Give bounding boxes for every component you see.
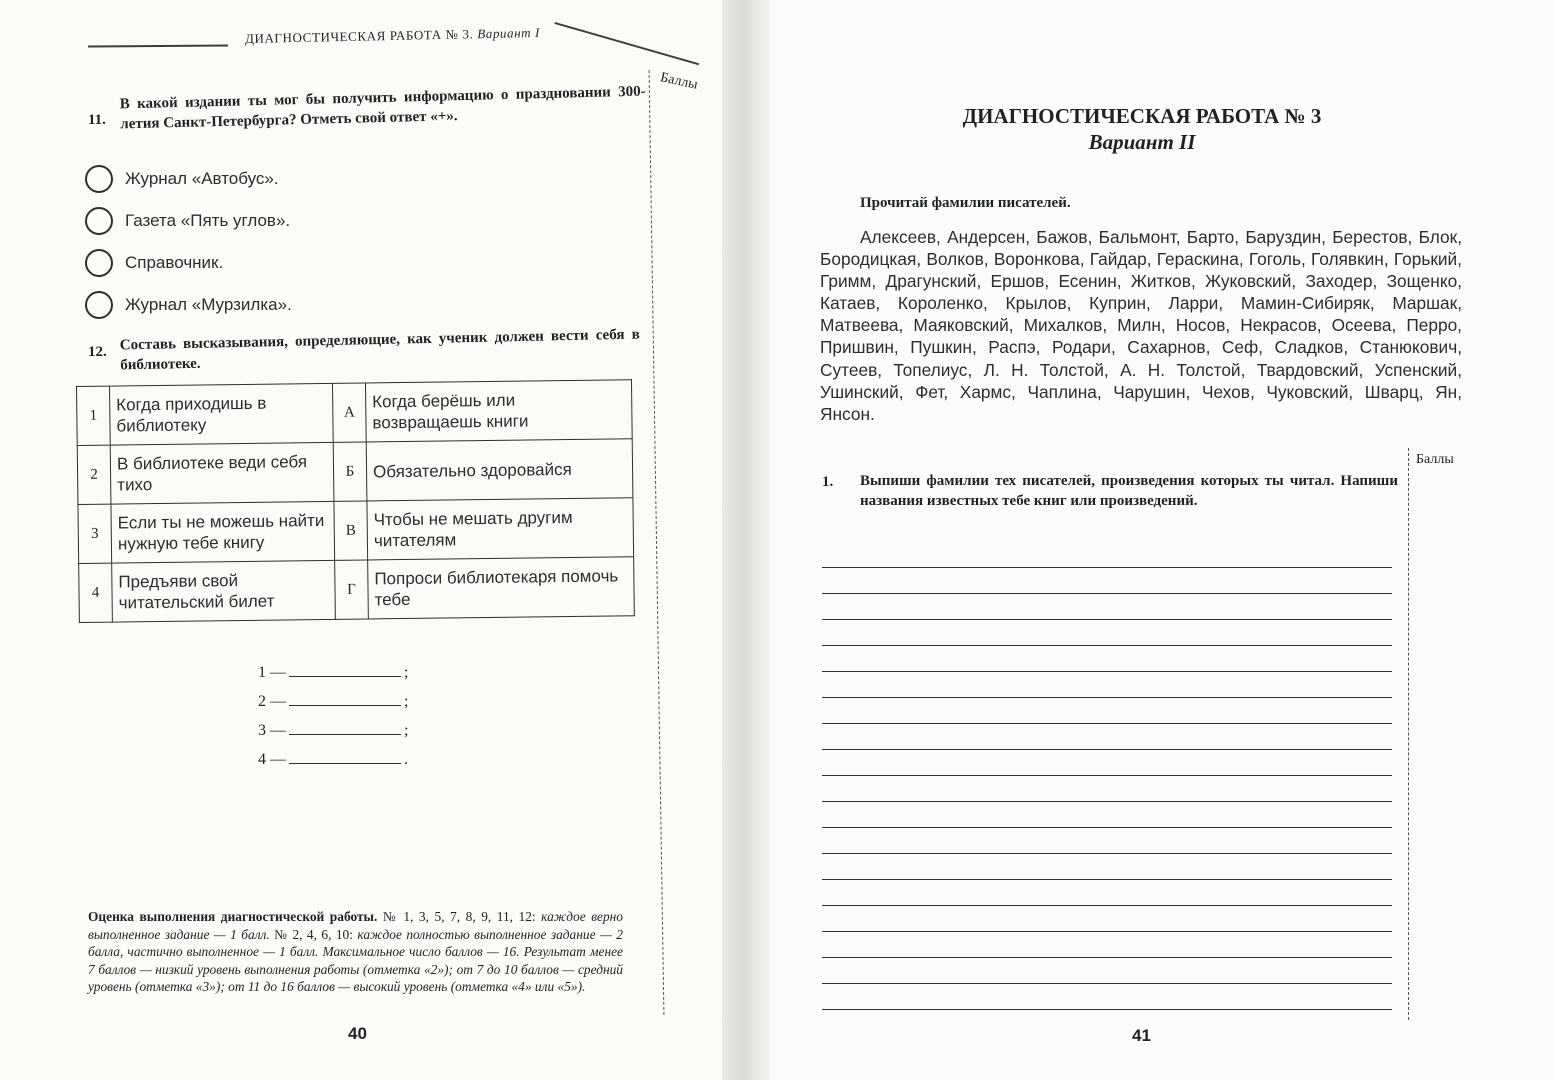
answer-line[interactable] [822, 931, 1392, 932]
row-number: 3 [78, 504, 112, 563]
score-label-right: Баллы [1416, 452, 1454, 467]
row-number: 4 [79, 563, 113, 622]
row-letter: А [332, 383, 366, 442]
writers-list: Алексеев, Андерсен, Бажов, Бальмонт, Барто, Баруздин, Берестов, Блок, Бородицкая, Волков, Воронкова, Гайдар, Гераскина, Гоголь, Голявкин, Горький, Гримм, Драгунский, Ершов, Есенин, Житков, Жуковский, Заходер, Зощенко, Катаев, Короленко, Крылов, Куприн, Ларри, Мамин-Сибиряк, Маршак, Матвеева, Маяковский, Михалков, Милн, Носов, Некрасов, Осеева, Перро, Пришвин, Пушкин, Распэ, Родари, Сахарнов, Сеф, Сладков, Станюкович, Сутеев, Топелиус, Л. Н. Толстой, А. Н. Толстой, Твардовский, Успенский, Ушинский, Фет, Хармс, Чаплина, Чарушин, Чехов, Чуковский, Шварц, Ян, Янсон. [820, 227, 1462, 424]
answer-end: ; [404, 664, 409, 681]
answer-line[interactable] [822, 645, 1392, 646]
table-row [79, 557, 635, 623]
answer-line[interactable] [822, 749, 1392, 750]
table-row [78, 498, 634, 564]
answer-end: ; [404, 693, 409, 710]
page-title: ДИАГНОСТИЧЕСКАЯ РАБОТА № 3 [962, 104, 1322, 128]
answer-line[interactable] [822, 853, 1392, 854]
row-right-phrase: Чтобы не мешать другим читателям [367, 498, 634, 560]
answer-label: 3 — [258, 722, 286, 739]
evaluation-text-a: каждое верно выполненное задание — 1 балл. [88, 909, 623, 942]
row-left-phrase: Предъяви свой читательский билет [112, 560, 336, 622]
score-label-left: Баллы [658, 70, 700, 93]
answer-end: . [404, 751, 408, 768]
matching-table [76, 379, 635, 623]
option-radio-circle[interactable] [85, 207, 113, 235]
q11-option-label: Справочник. [125, 253, 224, 272]
answer-line[interactable] [822, 957, 1392, 958]
instruction: Прочитай фамилии писателей. [860, 195, 1071, 211]
answer-line[interactable] [822, 671, 1392, 672]
row-letter: В [334, 501, 368, 560]
q11-option-2[interactable] [85, 204, 290, 238]
row-right-phrase: Попроси библиотекаря помочь тебе [368, 557, 635, 619]
q11-number: 11. [88, 112, 106, 128]
table-row [77, 439, 633, 505]
page-subtitle: Вариант II [1088, 130, 1196, 154]
answer-blank[interactable] [289, 662, 401, 677]
q1-number: 1. [822, 474, 834, 490]
row-letter: Б [333, 442, 367, 501]
q12-number: 12. [88, 344, 107, 360]
answer-row-4[interactable] [258, 749, 408, 769]
answer-line[interactable] [822, 697, 1392, 698]
row-left-phrase: Если ты не можешь найти нужную тебе книгу [111, 501, 335, 563]
q11-text: В какой издании ты мог бы получить информацию о праздновании 300-летия Санкт-Петербурга? Отметь свой ответ «+». [119, 83, 646, 133]
answer-line[interactable] [822, 827, 1392, 828]
answer-label: 1 — [258, 664, 286, 681]
row-number: 1 [77, 386, 111, 445]
book-gutter [722, 0, 770, 1080]
q11-option-label: Газета «Пять углов». [125, 211, 291, 230]
right-page [760, 0, 1554, 1080]
answer-line[interactable] [822, 619, 1392, 620]
option-radio-circle[interactable] [85, 249, 113, 277]
answer-line[interactable] [822, 905, 1392, 906]
answer-line[interactable] [822, 723, 1392, 724]
q11-option-4[interactable] [85, 288, 292, 322]
q11-option-label: Журнал «Мурзилка». [125, 295, 292, 314]
row-right-phrase: Обязательно здоровайся [366, 439, 633, 501]
answer-row-3[interactable] [258, 720, 408, 740]
answer-label: 2 — [258, 693, 286, 710]
evaluation-text-b: каждое полностью выполненное задание — 2 балла, частично выполненное — 1 балл. Максимальное число баллов — 16. Результат менее 7 баллов — низкий уровень выполнения работы (отметка «2»); от 7 до 10 баллов — средний уровень (отметка «3»); от 11 до 16 баллов — высокий уровень (отметка «4» или «5»). [88, 926, 623, 995]
evaluation-numbers-a: № 1, 3, 5, 7, 8, 9, 11, 12: [382, 909, 536, 924]
header-title-text: ДИАГНОСТИЧЕСКАЯ РАБОТА № 3. [244, 26, 474, 47]
q12-text: Составь высказывания, определяющие, как ученик должен вести себя в библиотеке. [119, 326, 640, 374]
row-right-phrase: Когда берёшь или возвращаешь книги [365, 380, 632, 442]
answer-blank[interactable] [289, 749, 401, 764]
answer-line[interactable] [822, 983, 1392, 984]
evaluation-numbers-b: № 2, 4, 6, 10: [274, 926, 353, 942]
q11-option-label: Журнал «Автобус». [125, 169, 279, 188]
answer-line[interactable] [822, 775, 1392, 776]
row-number: 2 [77, 445, 111, 504]
header-variant: Вариант I [477, 24, 541, 42]
option-radio-circle[interactable] [85, 291, 113, 319]
q1-text: Выпиши фамилии тех писателей, произведения которых ты читал. Напиши названия известных тебе книг или произведений. [860, 473, 1398, 509]
page-number-right: 41 [1132, 1026, 1151, 1045]
row-left-phrase: Когда приходишь в библиотеку [110, 383, 334, 445]
option-radio-circle[interactable] [85, 165, 113, 193]
evaluation-note [88, 908, 623, 996]
page-number-left: 40 [348, 1024, 367, 1043]
answer-end: ; [404, 722, 409, 739]
answer-blank[interactable] [289, 720, 401, 735]
row-left-phrase: В библиотеке веди себя тихо [110, 442, 334, 504]
answer-blank[interactable] [289, 691, 401, 706]
row-letter: Г [335, 560, 369, 619]
answer-label: 4 — [258, 751, 286, 768]
answer-row-1[interactable] [258, 662, 408, 682]
answer-row-2[interactable] [258, 691, 408, 711]
q11-option-3[interactable] [85, 246, 223, 280]
table-row [77, 380, 633, 446]
answer-line[interactable] [822, 1009, 1392, 1010]
score-column-divider-right [1408, 448, 1409, 1020]
answer-line[interactable] [822, 567, 1392, 568]
answer-line[interactable] [822, 801, 1392, 802]
answer-line[interactable] [822, 879, 1392, 880]
evaluation-heading: Оценка выполнения диагностической работы. [88, 909, 378, 924]
answer-line[interactable] [822, 593, 1392, 594]
q11-option-1[interactable] [85, 162, 279, 196]
